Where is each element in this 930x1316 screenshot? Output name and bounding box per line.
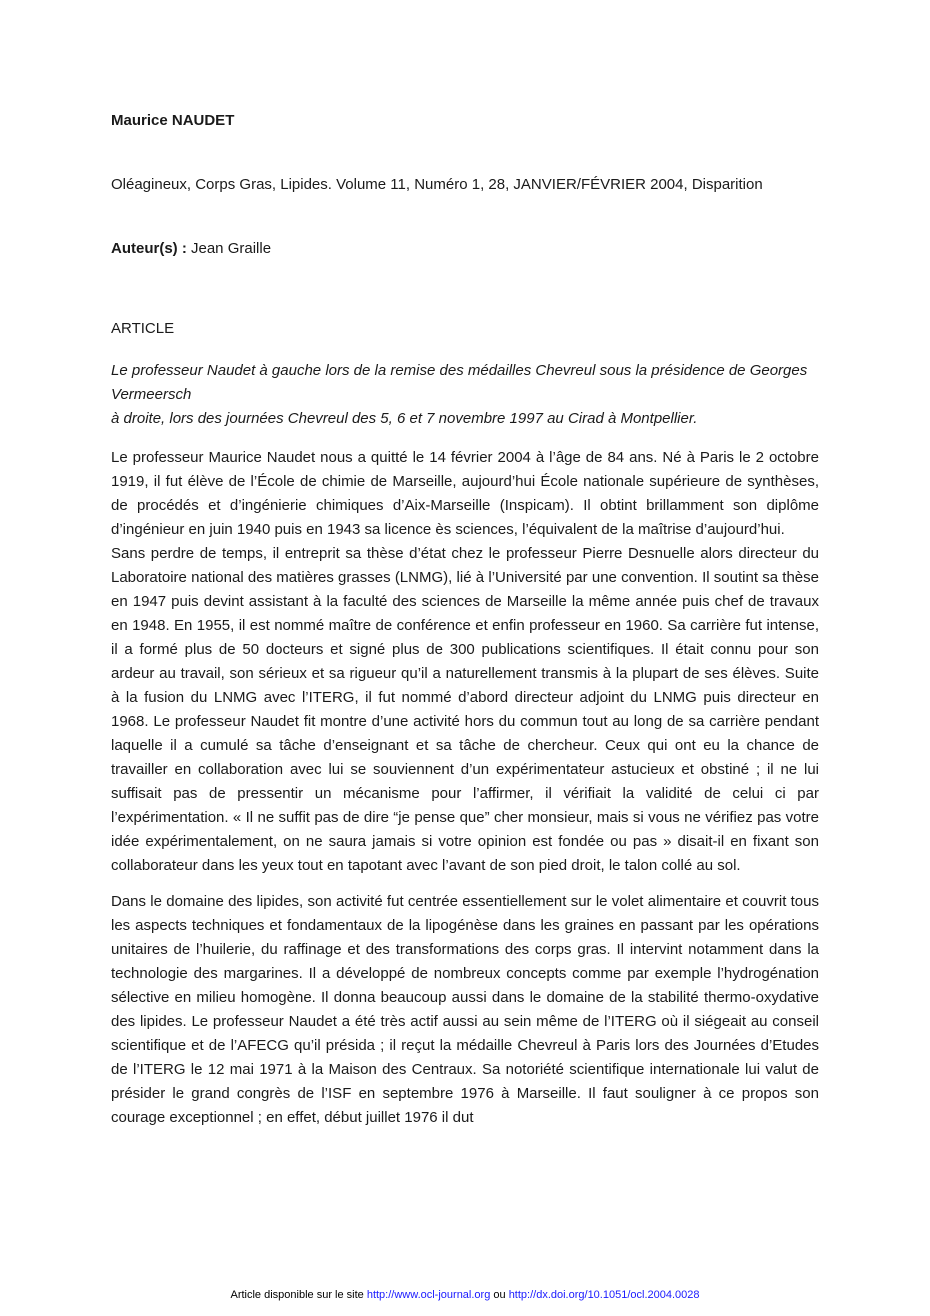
paragraph-3: Dans le domaine des lipides, son activité fut centrée essentiellement sur le volet alimentaire et couvrit tous les aspects techniques et fondamentaux de la lipogénèse dans les graines en passant par les opérations unitaires de l’huilerie, du raffinage et des transformations des corps gras. Il intervint notamment dans la technologie des margarines. Il a développé de nombreux concepts comme par exemple l’hydrogénation sélective en milieu homogène. Il donna beaucoup aussi dans le domaine de la stabilité thermo-oxydative des lipides. Le professeur Naudet a été très actif aussi au sein même de l’ITERG où il siégeait au conseil scientifique et de l’AFECG qu’il présida ; il reçut la médaille Chevreul à Paris lors des Journées d’Etudes de l’ITERG le 12 mai 1971 à la Maison des Centraux. Sa notoriété scientifique internationale lui valut de présider le grand congrès de l’ISF en septembre 1976 à Marseille. Il faut souligner à ce propos son courage exceptionnel ; en effet, début juillet 1976 il dut — [111, 893, 819, 1126]
article-authors — [111, 240, 271, 257]
footer-prefix: Article disponible sur le site — [230, 1289, 367, 1301]
section-label: ARTICLE — [111, 320, 175, 337]
authors-value: Jean Graille — [186, 240, 272, 257]
photo-caption — [111, 359, 819, 431]
article-body — [111, 446, 819, 1130]
caption-line-1: Le professeur Naudet à gauche lors de la remise des médailles Chevreul sous la présidence de Georges Vermeersch — [111, 362, 808, 403]
paragraph-1: Le professeur Maurice Naudet nous a quitté le 14 février 2004 à l’âge de 84 ans. Né à Paris le 2 octobre 1919, il fut élève de l’École de chimie de Marseille, aujourd’hui École nationale supérieure de synthèses, de procédés et d’ingénierie chimiques d’Aix-Marseille (Inspicam). Il obtint brillamment son diplôme d’ingénieur en juin 1940 puis en 1943 sa licence ès sciences, l’équivalent de la maîtrise d’aujourd’hui. — [111, 449, 819, 538]
caption-line-2: à droite, lors des journées Chevreul des 5, 6 et 7 novembre 1997 au Cirad à Montpellier. — [111, 410, 698, 427]
authors-label: Auteur(s) : — [111, 240, 187, 257]
journal-link[interactable]: http://www.ocl-journal.org — [366, 1289, 491, 1301]
paragraph-2: Sans perdre de temps, il entreprit sa thèse d’état chez le professeur Pierre Desnuelle alors directeur du Laboratoire national des matières grasses (LNMG), lié à l’Université par une convention. Il soutint sa thèse en 1947 puis devint assistant à la faculté des sciences de Marseille la même année puis chef de travaux en 1948. En 1955, il est nommé maître de conférence et enfin professeur en 1960. Sa carrière fut intense, il a formé plus de 50 docteurs et signé plus de 300 publications scientifiques. Il était connu pour son ardeur au travail, son sérieux et sa rigueur qu’il a naturellement transmis à la plupart de ses élèves. Suite à la fusion du LNMG avec l’ITERG, il fut nommé d’abord directeur adjoint du LNMG puis directeur en 1968. Le professeur Naudet fit montre d’une activité hors du commun tout au long de sa carrière pendant laquelle il a cumulé sa tâche d’enseignant et sa tâche de chercheur. Ceux qui ont eu la chance de travailler en collaboration avec lui se souviennent d’un expérimentateur astucieux et obstiné ; il ne lui suffisait pas de pressentir un mécanisme pour l’affirmer, il vérifiait la validité de celui ci par l’expérimentation. « Il ne suffit pas de dire “je pense que” cher monsieur, mais si vous ne vérifiez pas votre idée expérimentalement, on ne saura jamais si votre opinion est fondée ou pas » disait-il en fixant son collaborateur dans les yeux tout en tapotant avec l’avant de son pied droit, le talon collé au sol. — [111, 545, 819, 874]
article-title: Maurice NAUDET — [111, 112, 235, 129]
footer-middle: ou — [490, 1289, 509, 1301]
doi-link[interactable]: http://dx.doi.org/10.1051/ocl.2004.0028 — [508, 1289, 700, 1301]
page-footer — [0, 1289, 930, 1301]
article-source: Oléagineux, Corps Gras, Lipides. Volume 11, Numéro 1, 28, JANVIER/FÉVRIER 2004, Disparition — [111, 176, 763, 193]
